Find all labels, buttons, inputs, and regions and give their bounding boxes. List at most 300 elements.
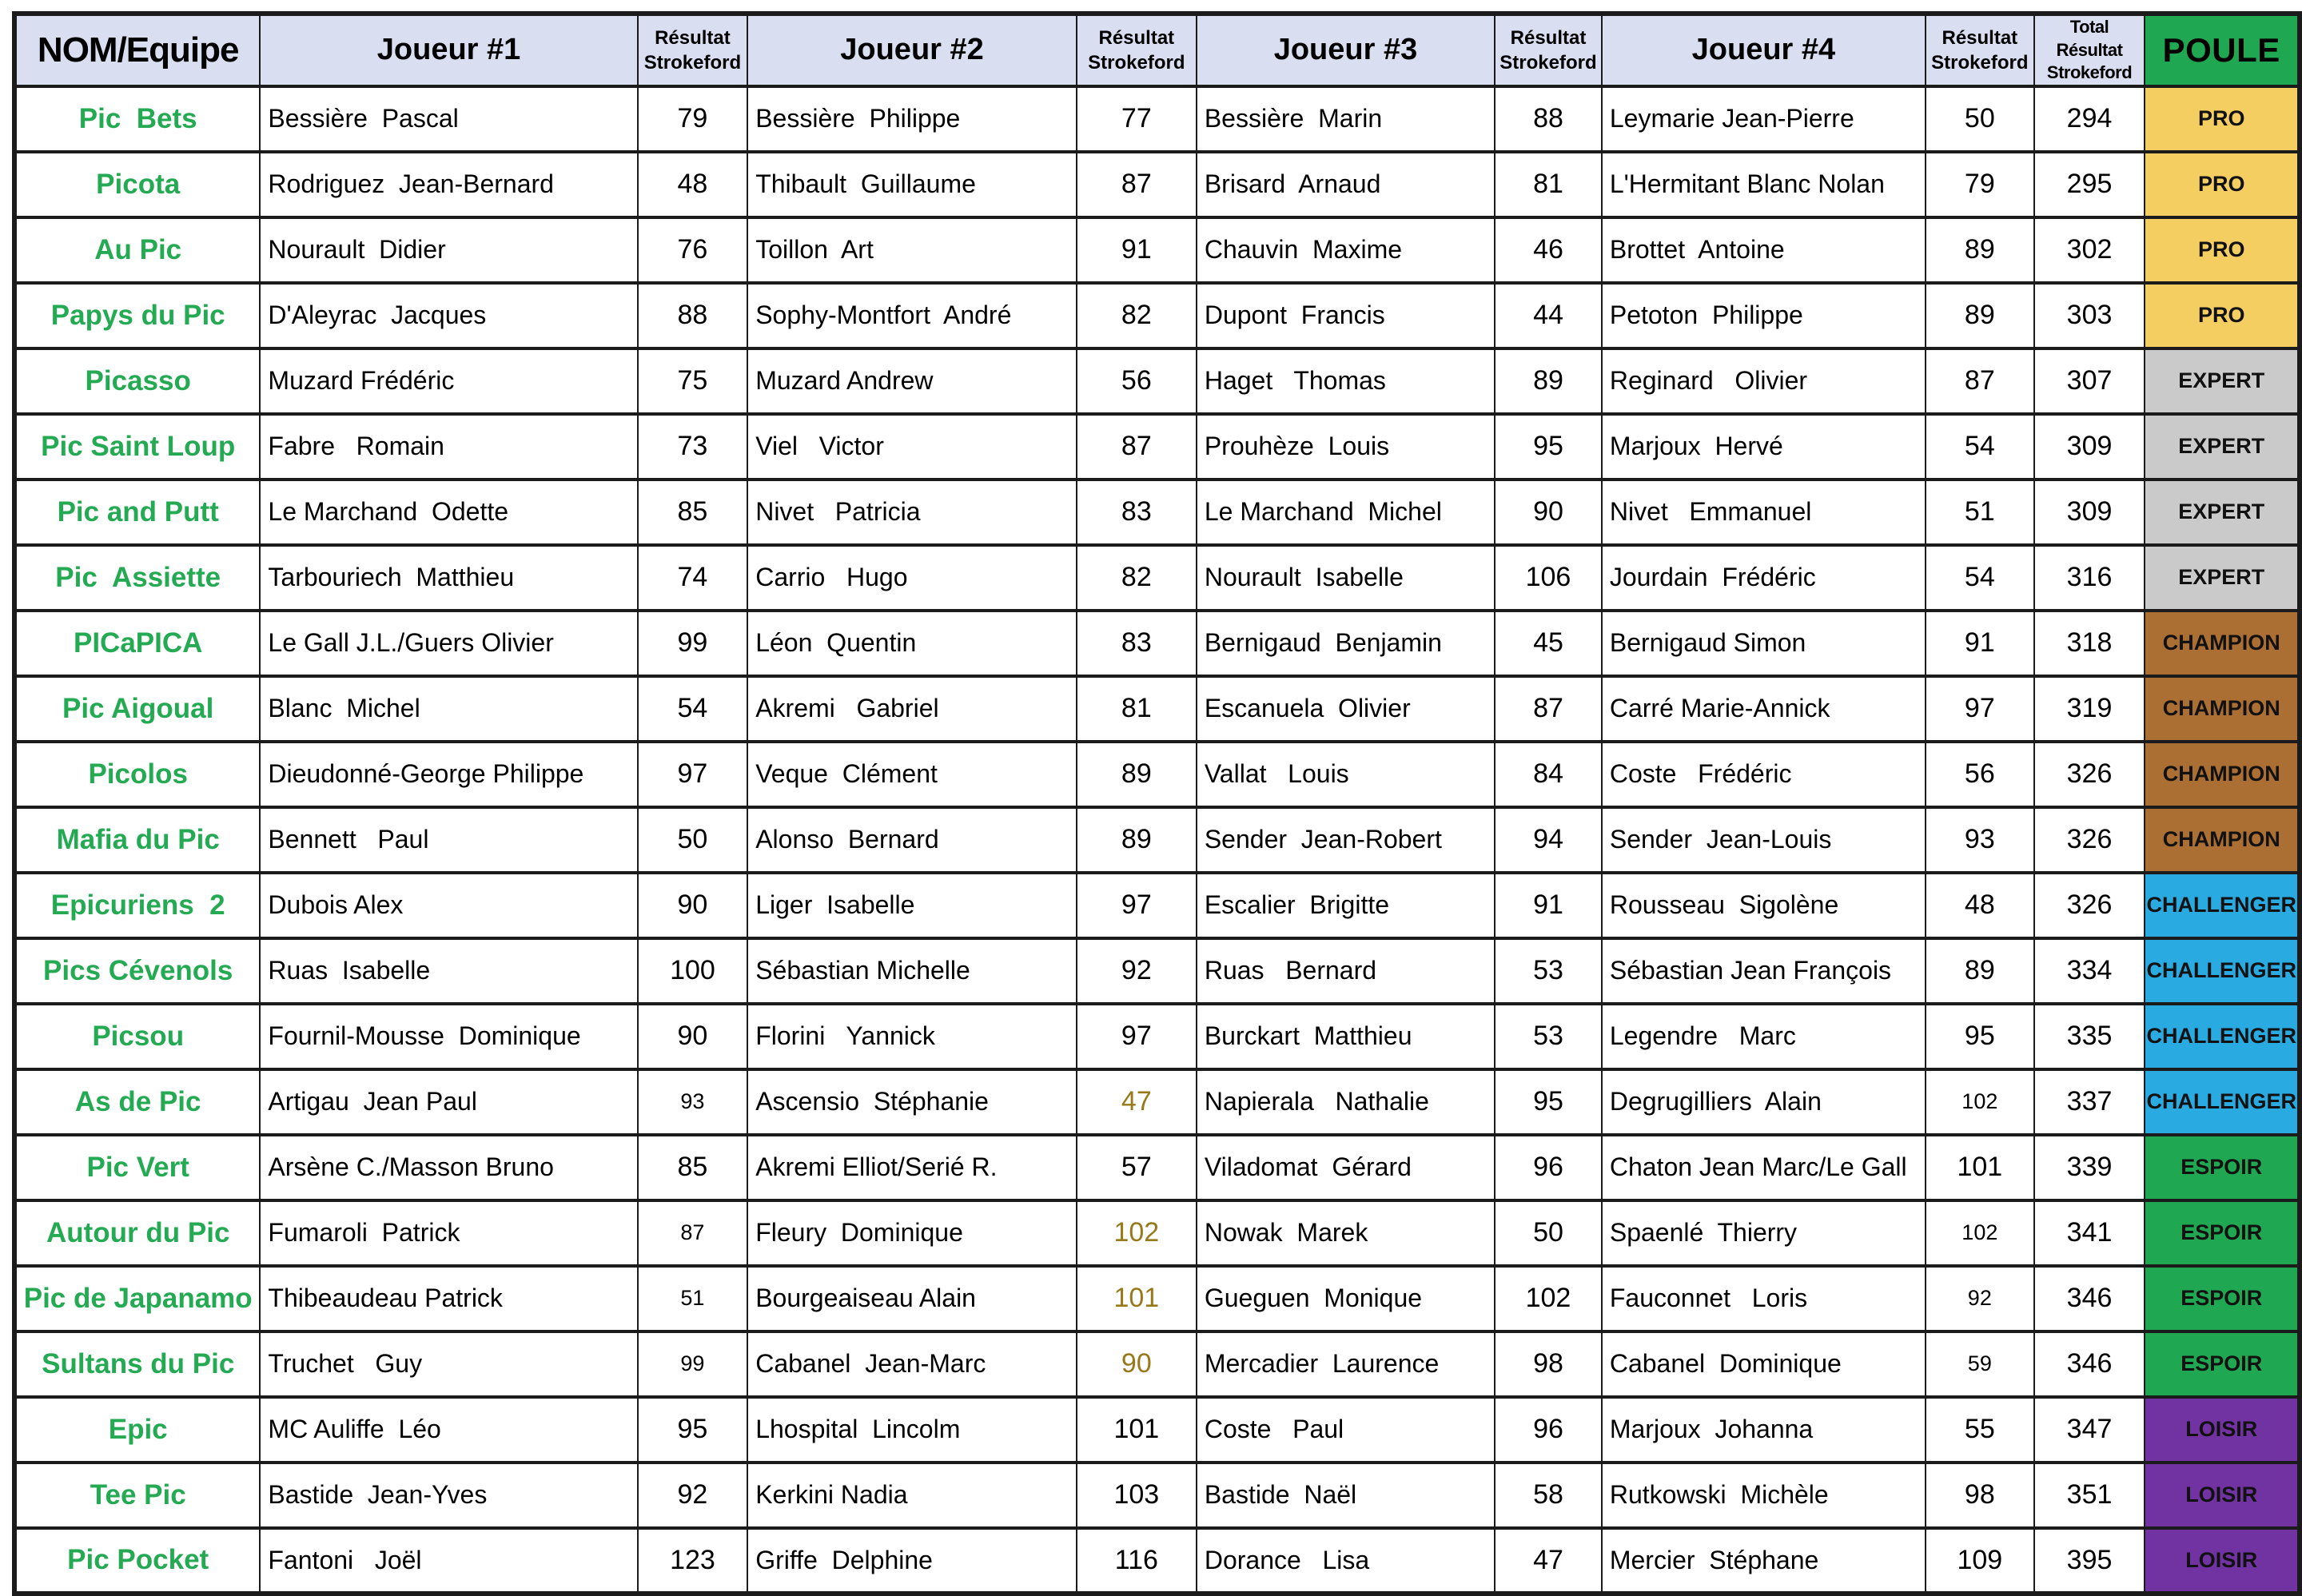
player3-result-cell: 96 bbox=[1495, 1135, 1602, 1200]
player1-name-cell: Fabre Romain bbox=[260, 414, 637, 480]
team-name-cell: Pic de Japanamo bbox=[14, 1266, 260, 1331]
poule-badge: LOISIR bbox=[2145, 1397, 2300, 1463]
player2-result-cell: 91 bbox=[1077, 217, 1197, 283]
player1-result-cell: 76 bbox=[638, 217, 748, 283]
player3-result-cell: 106 bbox=[1495, 545, 1602, 611]
player4-name-cell: Leymarie Jean-Pierre bbox=[1602, 86, 1926, 152]
player3-name-cell: Dupont Francis bbox=[1197, 283, 1495, 348]
player3-name-cell: Bernigaud Benjamin bbox=[1197, 611, 1495, 676]
team-name-cell: Epicuriens 2 bbox=[14, 873, 260, 938]
player1-name-cell: Dubois Alex bbox=[260, 873, 637, 938]
player1-name-cell: Tarbouriech Matthieu bbox=[260, 545, 637, 611]
player3-result-cell: 81 bbox=[1495, 152, 1602, 217]
team-name-cell: PICaPICA bbox=[14, 611, 260, 676]
player2-name-cell: Nivet Patricia bbox=[747, 480, 1077, 545]
player4-result-cell: 50 bbox=[1926, 86, 2034, 152]
player1-name-cell: Thibeaudeau Patrick bbox=[260, 1266, 637, 1331]
player3-result-cell: 45 bbox=[1495, 611, 1602, 676]
player2-result-cell: 57 bbox=[1077, 1135, 1197, 1200]
player4-result-cell: 51 bbox=[1926, 480, 2034, 545]
player2-result-cell: 102 bbox=[1077, 1200, 1197, 1266]
player2-result-cell: 87 bbox=[1077, 152, 1197, 217]
total-result-cell: 316 bbox=[2034, 545, 2145, 611]
player4-name-cell: Fauconnet Loris bbox=[1602, 1266, 1926, 1331]
player3-result-cell: 84 bbox=[1495, 742, 1602, 807]
total-result-cell: 295 bbox=[2034, 152, 2145, 217]
player1-name-cell: Bastide Jean-Yves bbox=[260, 1463, 637, 1528]
player1-result-cell: 73 bbox=[638, 414, 748, 480]
total-result-cell: 341 bbox=[2034, 1200, 2145, 1266]
player2-result-cell: 77 bbox=[1077, 86, 1197, 152]
player3-result-cell: 95 bbox=[1495, 414, 1602, 480]
table-row bbox=[14, 1069, 2300, 1135]
team-name-cell: Picota bbox=[14, 152, 260, 217]
player4-result-cell: 109 bbox=[1926, 1528, 2034, 1594]
player4-name-cell: Rousseau Sigolène bbox=[1602, 873, 1926, 938]
player1-name-cell: D'Aleyrac Jacques bbox=[260, 283, 637, 348]
player1-result-cell: 79 bbox=[638, 86, 748, 152]
player4-result-cell: 55 bbox=[1926, 1397, 2034, 1463]
player1-name-cell: Arsène C./Masson Bruno bbox=[260, 1135, 637, 1200]
header-resultat-line1: Résultat bbox=[1510, 26, 1587, 49]
player1-result-cell: 123 bbox=[638, 1528, 748, 1594]
player2-result-cell: 103 bbox=[1077, 1463, 1197, 1528]
total-result-cell: 318 bbox=[2034, 611, 2145, 676]
total-result-cell: 347 bbox=[2034, 1397, 2145, 1463]
player3-name-cell: Bessière Marin bbox=[1197, 86, 1495, 152]
player3-result-cell: 94 bbox=[1495, 807, 1602, 873]
header-joueur-2: Joueur #2 bbox=[747, 14, 1077, 86]
player4-name-cell: Brottet Antoine bbox=[1602, 217, 1926, 283]
team-name-cell: Au Pic bbox=[14, 217, 260, 283]
poule-badge: CHAMPION bbox=[2145, 676, 2300, 742]
total-result-cell: 303 bbox=[2034, 283, 2145, 348]
player1-name-cell: Fumaroli Patrick bbox=[260, 1200, 637, 1266]
team-name-cell: As de Pic bbox=[14, 1069, 260, 1135]
player3-result-cell: 46 bbox=[1495, 217, 1602, 283]
player4-name-cell: Chaton Jean Marc/Le Gall bbox=[1602, 1135, 1926, 1200]
header-poule: POULE bbox=[2145, 14, 2300, 86]
player3-result-cell: 98 bbox=[1495, 1331, 1602, 1397]
team-name-cell: Pic Assiette bbox=[14, 545, 260, 611]
player1-name-cell: MC Auliffe Léo bbox=[260, 1397, 637, 1463]
table-row bbox=[14, 86, 2300, 152]
player4-name-cell: Carré Marie-Annick bbox=[1602, 676, 1926, 742]
header-resultat-line2: Strokeford bbox=[1499, 51, 1597, 74]
table-row bbox=[14, 1397, 2300, 1463]
table-row bbox=[14, 283, 2300, 348]
player4-result-cell: 59 bbox=[1926, 1331, 2034, 1397]
poule-badge: ESPOIR bbox=[2145, 1266, 2300, 1331]
player1-name-cell: Nourault Didier bbox=[260, 217, 637, 283]
team-name-cell: Pic Aigoual bbox=[14, 676, 260, 742]
table-row bbox=[14, 742, 2300, 807]
team-name-cell: Autour du Pic bbox=[14, 1200, 260, 1266]
player1-name-cell: Dieudonné-George Philippe bbox=[260, 742, 637, 807]
results-table bbox=[12, 11, 2302, 1596]
player2-name-cell: Bessière Philippe bbox=[747, 86, 1077, 152]
poule-badge: PRO bbox=[2145, 86, 2300, 152]
player3-result-cell: 47 bbox=[1495, 1528, 1602, 1594]
header-resultat-line2: Strokeford bbox=[1088, 51, 1185, 74]
total-result-cell: 337 bbox=[2034, 1069, 2145, 1135]
player2-result-cell: 83 bbox=[1077, 611, 1197, 676]
player1-name-cell: Fournil-Mousse Dominique bbox=[260, 1004, 637, 1069]
player2-name-cell: Akremi Gabriel bbox=[747, 676, 1077, 742]
player1-result-cell: 90 bbox=[638, 1004, 748, 1069]
player3-name-cell: Nourault Isabelle bbox=[1197, 545, 1495, 611]
player1-name-cell: Le Marchand Odette bbox=[260, 480, 637, 545]
player4-name-cell: Degrugilliers Alain bbox=[1602, 1069, 1926, 1135]
poule-badge: PRO bbox=[2145, 152, 2300, 217]
player1-result-cell: 74 bbox=[638, 545, 748, 611]
player2-name-cell: Liger Isabelle bbox=[747, 873, 1077, 938]
header-total-resultat bbox=[2034, 14, 2145, 86]
poule-badge: ESPOIR bbox=[2145, 1200, 2300, 1266]
poule-badge: CHALLENGER bbox=[2145, 1004, 2300, 1069]
poule-badge: EXPERT bbox=[2145, 480, 2300, 545]
player1-result-cell: 85 bbox=[638, 480, 748, 545]
table-row bbox=[14, 217, 2300, 283]
header-team-equipe: NOM/Equipe bbox=[14, 14, 260, 86]
player3-result-cell: 50 bbox=[1495, 1200, 1602, 1266]
player2-result-cell: 89 bbox=[1077, 807, 1197, 873]
player4-result-cell: 93 bbox=[1926, 807, 2034, 873]
player4-result-cell: 48 bbox=[1926, 873, 2034, 938]
player4-result-cell: 87 bbox=[1926, 348, 2034, 414]
team-name-cell: Pic Bets bbox=[14, 86, 260, 152]
poule-badge: ESPOIR bbox=[2145, 1331, 2300, 1397]
total-result-cell: 326 bbox=[2034, 873, 2145, 938]
team-name-cell: Sultans du Pic bbox=[14, 1331, 260, 1397]
player1-result-cell: 50 bbox=[638, 807, 748, 873]
player3-name-cell: Escanuela Olivier bbox=[1197, 676, 1495, 742]
player1-result-cell: 92 bbox=[638, 1463, 748, 1528]
poule-badge: CHALLENGER bbox=[2145, 873, 2300, 938]
poule-badge: EXPERT bbox=[2145, 414, 2300, 480]
player4-result-cell: 89 bbox=[1926, 938, 2034, 1004]
player2-result-cell: 47 bbox=[1077, 1069, 1197, 1135]
player4-name-cell: Marjoux Johanna bbox=[1602, 1397, 1926, 1463]
player2-result-cell: 82 bbox=[1077, 545, 1197, 611]
header-resultat-line1: Résultat bbox=[1098, 26, 1175, 49]
player1-name-cell: Fantoni Joël bbox=[260, 1528, 637, 1594]
player2-result-cell: 83 bbox=[1077, 480, 1197, 545]
player2-name-cell: Florini Yannick bbox=[747, 1004, 1077, 1069]
player2-result-cell: 101 bbox=[1077, 1266, 1197, 1331]
player4-result-cell: 56 bbox=[1926, 742, 2034, 807]
player4-result-cell: 91 bbox=[1926, 611, 2034, 676]
player2-name-cell: Muzard Andrew bbox=[747, 348, 1077, 414]
total-result-cell: 309 bbox=[2034, 480, 2145, 545]
table-row bbox=[14, 1266, 2300, 1331]
player1-name-cell: Bennett Paul bbox=[260, 807, 637, 873]
header-total-line2: Strokeford bbox=[2046, 62, 2133, 83]
header-resultat-1 bbox=[638, 14, 748, 86]
player3-result-cell: 87 bbox=[1495, 676, 1602, 742]
table-row bbox=[14, 1004, 2300, 1069]
player3-result-cell: 58 bbox=[1495, 1463, 1602, 1528]
player3-result-cell: 44 bbox=[1495, 283, 1602, 348]
player3-name-cell: Brisard Arnaud bbox=[1197, 152, 1495, 217]
player2-result-cell: 97 bbox=[1077, 873, 1197, 938]
table-row bbox=[14, 938, 2300, 1004]
poule-badge: LOISIR bbox=[2145, 1528, 2300, 1594]
player4-result-cell: 54 bbox=[1926, 414, 2034, 480]
player1-name-cell: Rodriguez Jean-Bernard bbox=[260, 152, 637, 217]
player3-name-cell: Le Marchand Michel bbox=[1197, 480, 1495, 545]
poule-badge: CHALLENGER bbox=[2145, 1069, 2300, 1135]
player3-name-cell: Burckart Matthieu bbox=[1197, 1004, 1495, 1069]
player4-result-cell: 95 bbox=[1926, 1004, 2034, 1069]
player3-result-cell: 102 bbox=[1495, 1266, 1602, 1331]
total-result-cell: 346 bbox=[2034, 1331, 2145, 1397]
player3-name-cell: Haget Thomas bbox=[1197, 348, 1495, 414]
total-result-cell: 335 bbox=[2034, 1004, 2145, 1069]
header-row bbox=[14, 14, 2300, 86]
player2-result-cell: 81 bbox=[1077, 676, 1197, 742]
player1-result-cell: 54 bbox=[638, 676, 748, 742]
player2-name-cell: Sébastian Michelle bbox=[747, 938, 1077, 1004]
player1-name-cell: Ruas Isabelle bbox=[260, 938, 637, 1004]
player4-result-cell: 101 bbox=[1926, 1135, 2034, 1200]
team-name-cell: Papys du Pic bbox=[14, 283, 260, 348]
player3-name-cell: Chauvin Maxime bbox=[1197, 217, 1495, 283]
table-row bbox=[14, 414, 2300, 480]
player1-result-cell: 90 bbox=[638, 873, 748, 938]
team-name-cell: Tee Pic bbox=[14, 1463, 260, 1528]
poule-badge: CHAMPION bbox=[2145, 742, 2300, 807]
player3-name-cell: Prouhèze Louis bbox=[1197, 414, 1495, 480]
player3-result-cell: 53 bbox=[1495, 1004, 1602, 1069]
player4-name-cell: Sender Jean-Louis bbox=[1602, 807, 1926, 873]
player4-name-cell: Reginard Olivier bbox=[1602, 348, 1926, 414]
table-row bbox=[14, 611, 2300, 676]
team-name-cell: Pic Vert bbox=[14, 1135, 260, 1200]
table-row bbox=[14, 1135, 2300, 1200]
player1-result-cell: 97 bbox=[638, 742, 748, 807]
player4-result-cell: 92 bbox=[1926, 1266, 2034, 1331]
poule-badge: EXPERT bbox=[2145, 348, 2300, 414]
player3-name-cell: Napierala Nathalie bbox=[1197, 1069, 1495, 1135]
player4-result-cell: 97 bbox=[1926, 676, 2034, 742]
poule-badge: CHAMPION bbox=[2145, 611, 2300, 676]
total-result-cell: 307 bbox=[2034, 348, 2145, 414]
header-total-line1: Total Résultat bbox=[2056, 17, 2123, 60]
player4-name-cell: Bernigaud Simon bbox=[1602, 611, 1926, 676]
player1-name-cell: Truchet Guy bbox=[260, 1331, 637, 1397]
player3-result-cell: 90 bbox=[1495, 480, 1602, 545]
player4-result-cell: 54 bbox=[1926, 545, 2034, 611]
total-result-cell: 351 bbox=[2034, 1463, 2145, 1528]
team-name-cell: Pics Cévenols bbox=[14, 938, 260, 1004]
team-name-cell: Picsou bbox=[14, 1004, 260, 1069]
player1-result-cell: 48 bbox=[638, 152, 748, 217]
player1-result-cell: 75 bbox=[638, 348, 748, 414]
player4-name-cell: Jourdain Frédéric bbox=[1602, 545, 1926, 611]
table-row bbox=[14, 807, 2300, 873]
table-row bbox=[14, 1463, 2300, 1528]
player4-name-cell: Sébastian Jean François bbox=[1602, 938, 1926, 1004]
player2-name-cell: Veque Clément bbox=[747, 742, 1077, 807]
player1-result-cell: 85 bbox=[638, 1135, 748, 1200]
team-name-cell: Epic bbox=[14, 1397, 260, 1463]
player2-result-cell: 90 bbox=[1077, 1331, 1197, 1397]
player3-name-cell: Viladomat Gérard bbox=[1197, 1135, 1495, 1200]
player4-result-cell: 89 bbox=[1926, 283, 2034, 348]
player1-name-cell: Muzard Frédéric bbox=[260, 348, 637, 414]
player3-name-cell: Nowak Marek bbox=[1197, 1200, 1495, 1266]
player2-name-cell: Carrio Hugo bbox=[747, 545, 1077, 611]
table-row bbox=[14, 1528, 2300, 1594]
player2-name-cell: Sophy-Montfort André bbox=[747, 283, 1077, 348]
player1-result-cell: 99 bbox=[638, 611, 748, 676]
player3-name-cell: Sender Jean-Robert bbox=[1197, 807, 1495, 873]
player3-result-cell: 89 bbox=[1495, 348, 1602, 414]
poule-badge: ESPOIR bbox=[2145, 1135, 2300, 1200]
player4-name-cell: Legendre Marc bbox=[1602, 1004, 1926, 1069]
player2-name-cell: Alonso Bernard bbox=[747, 807, 1077, 873]
total-result-cell: 294 bbox=[2034, 86, 2145, 152]
total-result-cell: 334 bbox=[2034, 938, 2145, 1004]
team-name-cell: Pic Saint Loup bbox=[14, 414, 260, 480]
player4-name-cell: Petoton Philippe bbox=[1602, 283, 1926, 348]
team-name-cell: Mafia du Pic bbox=[14, 807, 260, 873]
player4-result-cell: 98 bbox=[1926, 1463, 2034, 1528]
table-row bbox=[14, 348, 2300, 414]
header-joueur-3: Joueur #3 bbox=[1197, 14, 1495, 86]
table-row bbox=[14, 152, 2300, 217]
player2-name-cell: Léon Quentin bbox=[747, 611, 1077, 676]
table-row bbox=[14, 480, 2300, 545]
player1-name-cell: Bessière Pascal bbox=[260, 86, 637, 152]
player2-result-cell: 116 bbox=[1077, 1528, 1197, 1594]
player3-name-cell: Mercadier Laurence bbox=[1197, 1331, 1495, 1397]
player2-result-cell: 89 bbox=[1077, 742, 1197, 807]
player2-result-cell: 56 bbox=[1077, 348, 1197, 414]
player4-name-cell: Marjoux Hervé bbox=[1602, 414, 1926, 480]
player1-result-cell: 87 bbox=[638, 1200, 748, 1266]
header-joueur-1: Joueur #1 bbox=[260, 14, 637, 86]
header-resultat-2 bbox=[1077, 14, 1197, 86]
player2-result-cell: 92 bbox=[1077, 938, 1197, 1004]
header-resultat-line1: Résultat bbox=[1942, 26, 2018, 49]
header-resultat-4 bbox=[1926, 14, 2034, 86]
player1-result-cell: 51 bbox=[638, 1266, 748, 1331]
player4-result-cell: 102 bbox=[1926, 1200, 2034, 1266]
player1-name-cell: Artigau Jean Paul bbox=[260, 1069, 637, 1135]
total-result-cell: 339 bbox=[2034, 1135, 2145, 1200]
player4-name-cell: Spaenlé Thierry bbox=[1602, 1200, 1926, 1266]
player1-name-cell: Blanc Michel bbox=[260, 676, 637, 742]
total-result-cell: 326 bbox=[2034, 742, 2145, 807]
player4-name-cell: Rutkowski Michèle bbox=[1602, 1463, 1926, 1528]
table-body bbox=[14, 86, 2300, 1594]
player3-result-cell: 88 bbox=[1495, 86, 1602, 152]
team-name-cell: Picolos bbox=[14, 742, 260, 807]
player3-name-cell: Vallat Louis bbox=[1197, 742, 1495, 807]
player3-result-cell: 91 bbox=[1495, 873, 1602, 938]
poule-badge: EXPERT bbox=[2145, 545, 2300, 611]
player1-result-cell: 100 bbox=[638, 938, 748, 1004]
player2-name-cell: Thibault Guillaume bbox=[747, 152, 1077, 217]
player2-result-cell: 97 bbox=[1077, 1004, 1197, 1069]
player4-result-cell: 79 bbox=[1926, 152, 2034, 217]
player2-name-cell: Kerkini Nadia bbox=[747, 1463, 1077, 1528]
poule-badge: CHAMPION bbox=[2145, 807, 2300, 873]
player3-result-cell: 96 bbox=[1495, 1397, 1602, 1463]
player4-name-cell: Mercier Stéphane bbox=[1602, 1528, 1926, 1594]
player3-name-cell: Coste Paul bbox=[1197, 1397, 1495, 1463]
total-result-cell: 346 bbox=[2034, 1266, 2145, 1331]
player4-name-cell: Cabanel Dominique bbox=[1602, 1331, 1926, 1397]
player3-result-cell: 53 bbox=[1495, 938, 1602, 1004]
team-name-cell: Pic Pocket bbox=[14, 1528, 260, 1594]
player2-result-cell: 101 bbox=[1077, 1397, 1197, 1463]
poule-badge: PRO bbox=[2145, 217, 2300, 283]
player3-name-cell: Escalier Brigitte bbox=[1197, 873, 1495, 938]
player4-result-cell: 89 bbox=[1926, 217, 2034, 283]
header-resultat-3 bbox=[1495, 14, 1602, 86]
player2-name-cell: Fleury Dominique bbox=[747, 1200, 1077, 1266]
table-row bbox=[14, 873, 2300, 938]
player2-result-cell: 87 bbox=[1077, 414, 1197, 480]
player2-name-cell: Bourgeaiseau Alain bbox=[747, 1266, 1077, 1331]
player3-name-cell: Bastide Naël bbox=[1197, 1463, 1495, 1528]
table-row bbox=[14, 1200, 2300, 1266]
team-name-cell: Picasso bbox=[14, 348, 260, 414]
total-result-cell: 319 bbox=[2034, 676, 2145, 742]
total-result-cell: 302 bbox=[2034, 217, 2145, 283]
poule-badge: CHALLENGER bbox=[2145, 938, 2300, 1004]
table-row bbox=[14, 545, 2300, 611]
player4-name-cell: Coste Frédéric bbox=[1602, 742, 1926, 807]
player2-name-cell: Lhospital Lincolm bbox=[747, 1397, 1077, 1463]
results-sheet bbox=[12, 11, 2302, 1596]
total-result-cell: 395 bbox=[2034, 1528, 2145, 1594]
player4-name-cell: Nivet Emmanuel bbox=[1602, 480, 1926, 545]
total-result-cell: 309 bbox=[2034, 414, 2145, 480]
player4-result-cell: 102 bbox=[1926, 1069, 2034, 1135]
player2-name-cell: Ascensio Stéphanie bbox=[747, 1069, 1077, 1135]
player2-name-cell: Toillon Art bbox=[747, 217, 1077, 283]
team-name-cell: Pic and Putt bbox=[14, 480, 260, 545]
table-row bbox=[14, 1331, 2300, 1397]
poule-badge: PRO bbox=[2145, 283, 2300, 348]
player2-name-cell: Cabanel Jean-Marc bbox=[747, 1331, 1077, 1397]
player2-name-cell: Akremi Elliot/Serié R. bbox=[747, 1135, 1077, 1200]
player3-name-cell: Gueguen Monique bbox=[1197, 1266, 1495, 1331]
player3-name-cell: Ruas Bernard bbox=[1197, 938, 1495, 1004]
player3-result-cell: 95 bbox=[1495, 1069, 1602, 1135]
player1-result-cell: 99 bbox=[638, 1331, 748, 1397]
table-row bbox=[14, 676, 2300, 742]
player2-name-cell: Viel Victor bbox=[747, 414, 1077, 480]
player2-name-cell: Griffe Delphine bbox=[747, 1528, 1077, 1594]
player1-result-cell: 95 bbox=[638, 1397, 748, 1463]
player2-result-cell: 82 bbox=[1077, 283, 1197, 348]
header-resultat-line2: Strokeford bbox=[1931, 51, 2029, 74]
player1-name-cell: Le Gall J.L./Guers Olivier bbox=[260, 611, 637, 676]
total-result-cell: 326 bbox=[2034, 807, 2145, 873]
header-resultat-line1: Résultat bbox=[655, 26, 731, 49]
poule-badge: LOISIR bbox=[2145, 1463, 2300, 1528]
player4-name-cell: L'Hermitant Blanc Nolan bbox=[1602, 152, 1926, 217]
player3-name-cell: Dorance Lisa bbox=[1197, 1528, 1495, 1594]
player1-result-cell: 88 bbox=[638, 283, 748, 348]
header-joueur-4: Joueur #4 bbox=[1602, 14, 1926, 86]
player1-result-cell: 93 bbox=[638, 1069, 748, 1135]
